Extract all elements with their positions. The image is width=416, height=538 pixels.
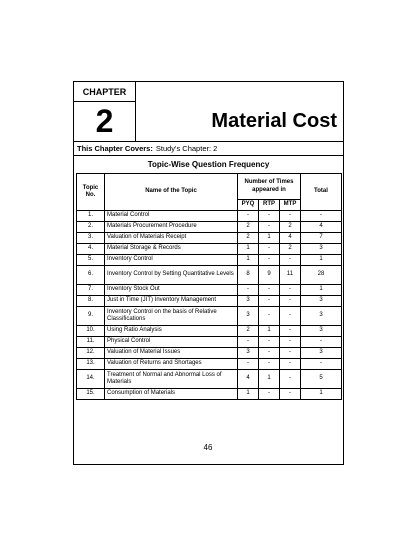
topic-name: Physical Control xyxy=(105,337,238,348)
table-row xyxy=(77,348,342,359)
table-row xyxy=(77,233,342,244)
table-row xyxy=(77,337,342,348)
mtp-count: - xyxy=(280,255,301,266)
rtp-count: 1 xyxy=(259,370,280,389)
table-row xyxy=(77,296,342,307)
total-count: 5 xyxy=(301,370,342,389)
topic-number: 1. xyxy=(77,211,105,222)
topic-number: 12. xyxy=(77,348,105,359)
topic-number: 15. xyxy=(77,389,105,400)
page-number: 46 xyxy=(203,443,213,452)
chapter-title: Material Cost xyxy=(211,110,337,132)
table-row xyxy=(77,266,342,285)
rtp-count: - xyxy=(259,389,280,400)
total-count: 1 xyxy=(301,389,342,400)
table-row xyxy=(77,370,342,389)
covers-label: This Chapter Covers: xyxy=(77,144,153,153)
rtp-count: - xyxy=(259,255,280,266)
table-row xyxy=(77,326,342,337)
topic-name: Inventory Control on the basis of Relative Classifications xyxy=(105,307,238,326)
pyq-count: - xyxy=(238,285,259,296)
chapter-header xyxy=(74,82,343,141)
pyq-count: 3 xyxy=(238,307,259,326)
pyq-count: 2 xyxy=(238,233,259,244)
total-count: 3 xyxy=(301,307,342,326)
mtp-count: 2 xyxy=(280,222,301,233)
header-mtp: MTP xyxy=(280,200,301,211)
topic-name: Consumption of Materials xyxy=(105,389,238,400)
mtp-count: 11 xyxy=(280,266,301,285)
rtp-count: 1 xyxy=(259,233,280,244)
chapter-frame xyxy=(73,81,344,465)
topic-name: Valuation of Materials Receipt xyxy=(105,233,238,244)
table-row xyxy=(77,244,342,255)
mtp-count: - xyxy=(280,337,301,348)
mtp-count: - xyxy=(280,211,301,222)
topic-number: 7. xyxy=(77,285,105,296)
table-row xyxy=(77,211,342,222)
total-count: 7 xyxy=(301,233,342,244)
mtp-count: - xyxy=(280,370,301,389)
topic-number: 10. xyxy=(77,326,105,337)
table-title: Topic-Wise Question Frequency xyxy=(147,159,270,169)
header-times: Number of Times appeared in xyxy=(238,174,301,200)
mtp-count: - xyxy=(280,285,301,296)
pyq-count: - xyxy=(238,359,259,370)
total-count: 1 xyxy=(301,285,342,296)
pyq-count: 3 xyxy=(238,296,259,307)
rtp-count: - xyxy=(259,359,280,370)
pyq-count: 3 xyxy=(238,348,259,359)
topic-number: 2. xyxy=(77,222,105,233)
rtp-count: - xyxy=(259,285,280,296)
mtp-count: - xyxy=(280,296,301,307)
mtp-count: - xyxy=(280,348,301,359)
pyq-count: 2 xyxy=(238,326,259,337)
mtp-count: - xyxy=(280,359,301,370)
rtp-count: - xyxy=(259,211,280,222)
total-count: 4 xyxy=(301,222,342,233)
total-count: - xyxy=(301,337,342,348)
topic-number: 14. xyxy=(77,370,105,389)
rtp-count: - xyxy=(259,307,280,326)
rtp-count: - xyxy=(259,244,280,255)
pyq-count: - xyxy=(238,211,259,222)
total-count: 3 xyxy=(301,296,342,307)
total-count: 3 xyxy=(301,244,342,255)
pyq-count: 2 xyxy=(238,222,259,233)
mtp-count: - xyxy=(280,307,301,326)
mtp-count: 4 xyxy=(280,233,301,244)
rtp-count: - xyxy=(259,296,280,307)
topic-name: Inventory Stock Out xyxy=(105,285,238,296)
rtp-count: - xyxy=(259,222,280,233)
header-pyq: PYQ xyxy=(238,200,259,211)
topic-name: Inventory Control by Setting Quantitative Levels xyxy=(105,266,238,285)
pyq-count: 1 xyxy=(238,244,259,255)
topic-number: 9. xyxy=(77,307,105,326)
pyq-count: 8 xyxy=(238,266,259,285)
rtp-count: - xyxy=(259,337,280,348)
pyq-count: 1 xyxy=(238,389,259,400)
mtp-count: 2 xyxy=(280,244,301,255)
table-row xyxy=(77,307,342,326)
total-count: 28 xyxy=(301,266,342,285)
chapter-number: 2 xyxy=(74,102,136,141)
mtp-count: - xyxy=(280,389,301,400)
topic-frequency-table xyxy=(76,173,342,400)
topic-name: Material Storage & Records xyxy=(105,244,238,255)
topic-name: Inventory Control xyxy=(105,255,238,266)
topic-number: 4. xyxy=(77,244,105,255)
topic-number: 11. xyxy=(77,337,105,348)
header-total: Total xyxy=(301,174,342,211)
topic-name: Material Control xyxy=(105,211,238,222)
total-count: 1 xyxy=(301,255,342,266)
topic-name: Materials Procurement Procedure xyxy=(105,222,238,233)
rtp-count: - xyxy=(259,348,280,359)
topic-name: Valuation of Returns and Shortages xyxy=(105,359,238,370)
table-row xyxy=(77,359,342,370)
table-row xyxy=(77,285,342,296)
table-row xyxy=(77,389,342,400)
covers-value: Study's Chapter: 2 xyxy=(155,144,218,153)
topic-name: Using Ratio Analysis xyxy=(105,326,238,337)
mtp-count: - xyxy=(280,326,301,337)
chapter-covers xyxy=(74,141,343,156)
rtp-count: 1 xyxy=(259,326,280,337)
rtp-count: 9 xyxy=(259,266,280,285)
topic-number: 3. xyxy=(77,233,105,244)
header-topic-name: Name of the Topic xyxy=(105,174,238,211)
pyq-count: - xyxy=(238,337,259,348)
total-count: 3 xyxy=(301,348,342,359)
pyq-count: 1 xyxy=(238,255,259,266)
header-topic-no: Topic No. xyxy=(77,174,105,211)
chapter-label: CHAPTER xyxy=(74,82,136,102)
table-row xyxy=(77,255,342,266)
total-count: - xyxy=(301,211,342,222)
total-count: - xyxy=(301,359,342,370)
topic-number: 13. xyxy=(77,359,105,370)
header-rtp: RTP xyxy=(259,200,280,211)
table-row xyxy=(77,222,342,233)
pyq-count: 4 xyxy=(238,370,259,389)
topic-number: 8. xyxy=(77,296,105,307)
topic-name: Treatment of Normal and Abnormal Loss of Materials xyxy=(105,370,238,389)
topic-name: Valuation of Material Issues xyxy=(105,348,238,359)
topic-number: 6. xyxy=(77,266,105,285)
topic-number: 5. xyxy=(77,255,105,266)
topic-name: Just in Time (JIT) Inventory Management xyxy=(105,296,238,307)
total-count: 3 xyxy=(301,326,342,337)
